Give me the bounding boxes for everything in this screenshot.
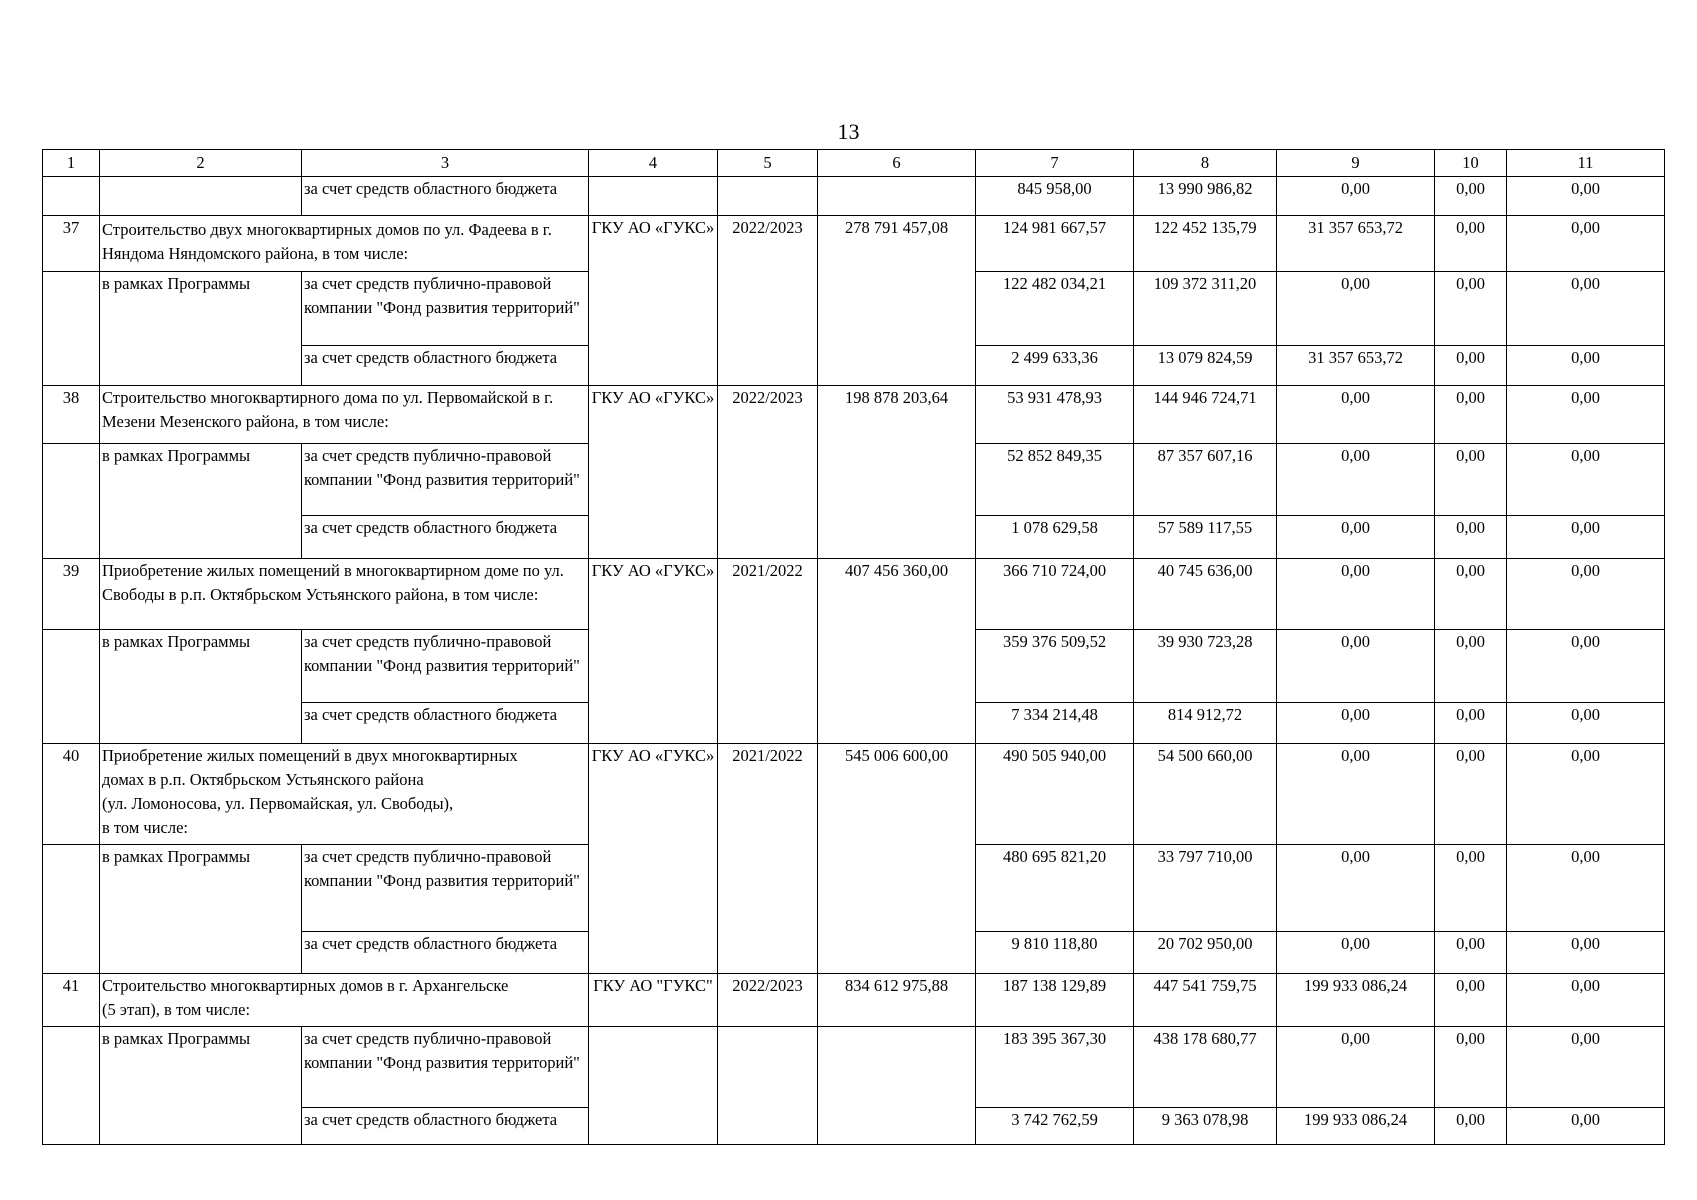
value-cell: 9 363 078,98 <box>1134 1108 1277 1145</box>
regional-budget-label: за счет средств областного бюджета <box>302 703 589 744</box>
organization: ГКУ АО «ГУКС» <box>589 559 718 744</box>
cost: 545 006 600,00 <box>818 744 976 974</box>
item-title-line: в том числе: <box>102 818 189 837</box>
header-cell: 1 <box>43 150 100 177</box>
value-cell: 0,00 <box>1507 703 1665 744</box>
value-cell: 9 810 118,80 <box>976 932 1134 974</box>
value-cell: 0,00 <box>1507 216 1665 272</box>
value-cell: 447 541 759,75 <box>1134 974 1277 1027</box>
organization: ГКУ АО «ГУКС» <box>589 744 718 974</box>
item-title-line: Строительство многоквартирных домов в г. Архангельске <box>102 976 509 995</box>
program-label: в рамках Программы <box>100 272 302 386</box>
value-cell: 366 710 724,00 <box>976 559 1134 630</box>
item-number: 39 <box>43 559 100 630</box>
header-cell: 4 <box>589 150 718 177</box>
value-cell: 0,00 <box>1507 516 1665 559</box>
value-cell: 0,00 <box>1435 216 1507 272</box>
item-title: Строительство двух многоквартирных домов по ул. Фадеева в г. Няндома Няндомского района, в том числе: <box>100 216 589 272</box>
value-cell: 0,00 <box>1507 386 1665 444</box>
period: 2022/2023 <box>718 974 818 1027</box>
item-number: 37 <box>43 216 100 272</box>
value-cell: 0,00 <box>1435 559 1507 630</box>
value-cell: 0,00 <box>1277 630 1435 703</box>
value-cell: 122 482 034,21 <box>976 272 1134 346</box>
value-cell: 7 334 214,48 <box>976 703 1134 744</box>
value-cell: 0,00 <box>1435 516 1507 559</box>
item-title <box>100 974 589 1027</box>
value-cell: 124 981 667,57 <box>976 216 1134 272</box>
value-cell: 359 376 509,52 <box>976 630 1134 703</box>
item-title <box>100 744 589 845</box>
item-title-line: домах в р.п. Октябрьском Устьянского района <box>102 770 424 789</box>
table-row <box>43 177 1665 216</box>
value-cell: 1 078 629,58 <box>976 516 1134 559</box>
regional-budget-label: за счет средств областного бюджета <box>302 346 589 386</box>
value-cell: 2 499 633,36 <box>976 346 1134 386</box>
value-cell: 199 933 086,24 <box>1277 974 1435 1027</box>
cost: 834 612 975,88 <box>818 974 976 1027</box>
table-row <box>43 386 1665 444</box>
program-label: в рамках Программы <box>100 1027 302 1145</box>
period: 2022/2023 <box>718 216 818 386</box>
cell <box>43 630 100 744</box>
value-cell: 40 745 636,00 <box>1134 559 1277 630</box>
value-cell: 0,00 <box>1277 845 1435 932</box>
value-cell: 0,00 <box>1507 346 1665 386</box>
value-cell: 39 930 723,28 <box>1134 630 1277 703</box>
value-cell: 0,00 <box>1277 444 1435 516</box>
header-cell: 5 <box>718 150 818 177</box>
item-number: 38 <box>43 386 100 444</box>
page-number: 13 <box>837 119 860 144</box>
value-cell: 0,00 <box>1507 630 1665 703</box>
table-row <box>43 216 1665 272</box>
header-cell: 10 <box>1435 150 1507 177</box>
cell <box>43 1027 100 1145</box>
organization: ГКУ АО «ГУКС» <box>589 386 718 559</box>
header-cell: 8 <box>1134 150 1277 177</box>
cell <box>589 177 718 216</box>
value-cell: 0,00 <box>1507 177 1665 216</box>
cell <box>43 272 100 386</box>
value-cell: 0,00 <box>1435 346 1507 386</box>
program-label: в рамках Программы <box>100 630 302 744</box>
cell <box>589 1027 718 1145</box>
value-cell: 0,00 <box>1435 386 1507 444</box>
value-cell: 13 079 824,59 <box>1134 346 1277 386</box>
value-cell: 87 357 607,16 <box>1134 444 1277 516</box>
value-cell: 0,00 <box>1277 932 1435 974</box>
item-title-line: (ул. Ломоносова, ул. Первомайская, ул. Свободы), <box>102 794 454 813</box>
value-cell: 0,00 <box>1277 1027 1435 1108</box>
value-cell: 0,00 <box>1435 703 1507 744</box>
item-title-line: Приобретение жилых помещений в двух многоквартирных <box>102 746 518 765</box>
value-cell: 20 702 950,00 <box>1134 932 1277 974</box>
cost: 198 878 203,64 <box>818 386 976 559</box>
value-cell: 0,00 <box>1435 444 1507 516</box>
program-label: в рамках Программы <box>100 444 302 559</box>
value-cell: 814 912,72 <box>1134 703 1277 744</box>
value-cell: 0,00 <box>1435 1108 1507 1145</box>
value-cell: 183 395 367,30 <box>976 1027 1134 1108</box>
value-cell: 13 990 986,82 <box>1134 177 1277 216</box>
value-cell: 31 357 653,72 <box>1277 216 1435 272</box>
cell <box>43 444 100 559</box>
value-cell: 0,00 <box>1435 744 1507 845</box>
program-label: в рамках Программы <box>100 845 302 974</box>
value-cell: 52 852 849,35 <box>976 444 1134 516</box>
value-cell: 0,00 <box>1435 845 1507 932</box>
value-cell: 57 589 117,55 <box>1134 516 1277 559</box>
value-cell: 0,00 <box>1277 177 1435 216</box>
item-title-line: (5 этап), в том числе: <box>102 1000 251 1019</box>
fund-label: за счет средств публично-правовой компании "Фонд развития территорий" <box>302 444 589 516</box>
value-cell: 0,00 <box>1277 744 1435 845</box>
value-cell: 0,00 <box>1277 386 1435 444</box>
header-cell: 7 <box>976 150 1134 177</box>
value-cell: 0,00 <box>1435 1027 1507 1108</box>
value-cell: 0,00 <box>1507 1027 1665 1108</box>
value-cell: 0,00 <box>1507 932 1665 974</box>
period: 2021/2022 <box>718 559 818 744</box>
value-cell: 31 357 653,72 <box>1277 346 1435 386</box>
cell <box>818 177 976 216</box>
value-cell: 0,00 <box>1435 630 1507 703</box>
fund-label: за счет средств публично-правовой компании "Фонд развития территорий" <box>302 272 589 346</box>
value-cell: 144 946 724,71 <box>1134 386 1277 444</box>
value-cell: 0,00 <box>1277 516 1435 559</box>
value-cell: 0,00 <box>1435 974 1507 1027</box>
value-cell: 438 178 680,77 <box>1134 1027 1277 1108</box>
value-cell: 53 931 478,93 <box>976 386 1134 444</box>
regional-budget-label: за счет средств областного бюджета <box>302 1108 589 1145</box>
value-cell: 187 138 129,89 <box>976 974 1134 1027</box>
value-cell: 0,00 <box>1435 177 1507 216</box>
value-cell: 0,00 <box>1507 272 1665 346</box>
period: 2021/2022 <box>718 744 818 974</box>
header-row <box>43 150 1665 177</box>
value-cell: 0,00 <box>1435 932 1507 974</box>
item-title: Приобретение жилых помещений в многоквартирном доме по ул. Свободы в р.п. Октябрьском Устьянского района, в том числе: <box>100 559 589 630</box>
value-cell: 122 452 135,79 <box>1134 216 1277 272</box>
item-number: 40 <box>43 744 100 845</box>
budget-table <box>42 149 1665 1145</box>
fund-label: за счет средств публично-правовой компании "Фонд развития территорий" <box>302 845 589 932</box>
header-cell: 3 <box>302 150 589 177</box>
value-cell: 490 505 940,00 <box>976 744 1134 845</box>
regional-budget-label: за счет средств областного бюджета <box>302 177 589 216</box>
value-cell: 0,00 <box>1507 444 1665 516</box>
fund-label: за счет средств публично-правовой компании "Фонд развития территорий" <box>302 630 589 703</box>
value-cell: 0,00 <box>1507 1108 1665 1145</box>
cell <box>718 1027 818 1145</box>
value-cell: 480 695 821,20 <box>976 845 1134 932</box>
value-cell: 0,00 <box>1507 744 1665 845</box>
value-cell: 0,00 <box>1277 559 1435 630</box>
regional-budget-label: за счет средств областного бюджета <box>302 516 589 559</box>
cell <box>818 1027 976 1145</box>
header-cell: 2 <box>100 150 302 177</box>
value-cell: 0,00 <box>1435 272 1507 346</box>
header-cell: 11 <box>1507 150 1665 177</box>
period: 2022/2023 <box>718 386 818 559</box>
value-cell: 0,00 <box>1277 272 1435 346</box>
item-number: 41 <box>43 974 100 1027</box>
cell <box>43 177 100 216</box>
fund-label: за счет средств публично-правовой компании "Фонд развития территорий" <box>302 1027 589 1108</box>
value-cell: 199 933 086,24 <box>1277 1108 1435 1145</box>
regional-budget-label: за счет средств областного бюджета <box>302 932 589 974</box>
cell <box>100 177 302 216</box>
table-row <box>43 1027 1665 1108</box>
organization: ГКУ АО «ГУКС» <box>589 216 718 386</box>
value-cell: 845 958,00 <box>976 177 1134 216</box>
value-cell: 0,00 <box>1507 845 1665 932</box>
value-cell: 3 742 762,59 <box>976 1108 1134 1145</box>
header-cell: 6 <box>818 150 976 177</box>
value-cell: 33 797 710,00 <box>1134 845 1277 932</box>
organization: ГКУ АО "ГУКС" <box>589 974 718 1027</box>
cell <box>43 845 100 974</box>
cost: 407 456 360,00 <box>818 559 976 744</box>
value-cell: 109 372 311,20 <box>1134 272 1277 346</box>
table-row <box>43 974 1665 1027</box>
cost: 278 791 457,08 <box>818 216 976 386</box>
value-cell: 0,00 <box>1507 974 1665 1027</box>
table-row <box>43 559 1665 630</box>
header-cell: 9 <box>1277 150 1435 177</box>
item-title: Строительство многоквартирного дома по ул. Первомайской в г. Мезени Мезенского района, в том числе: <box>100 386 589 444</box>
table-row <box>43 744 1665 845</box>
value-cell: 0,00 <box>1277 703 1435 744</box>
cell <box>718 177 818 216</box>
value-cell: 0,00 <box>1507 559 1665 630</box>
value-cell: 54 500 660,00 <box>1134 744 1277 845</box>
